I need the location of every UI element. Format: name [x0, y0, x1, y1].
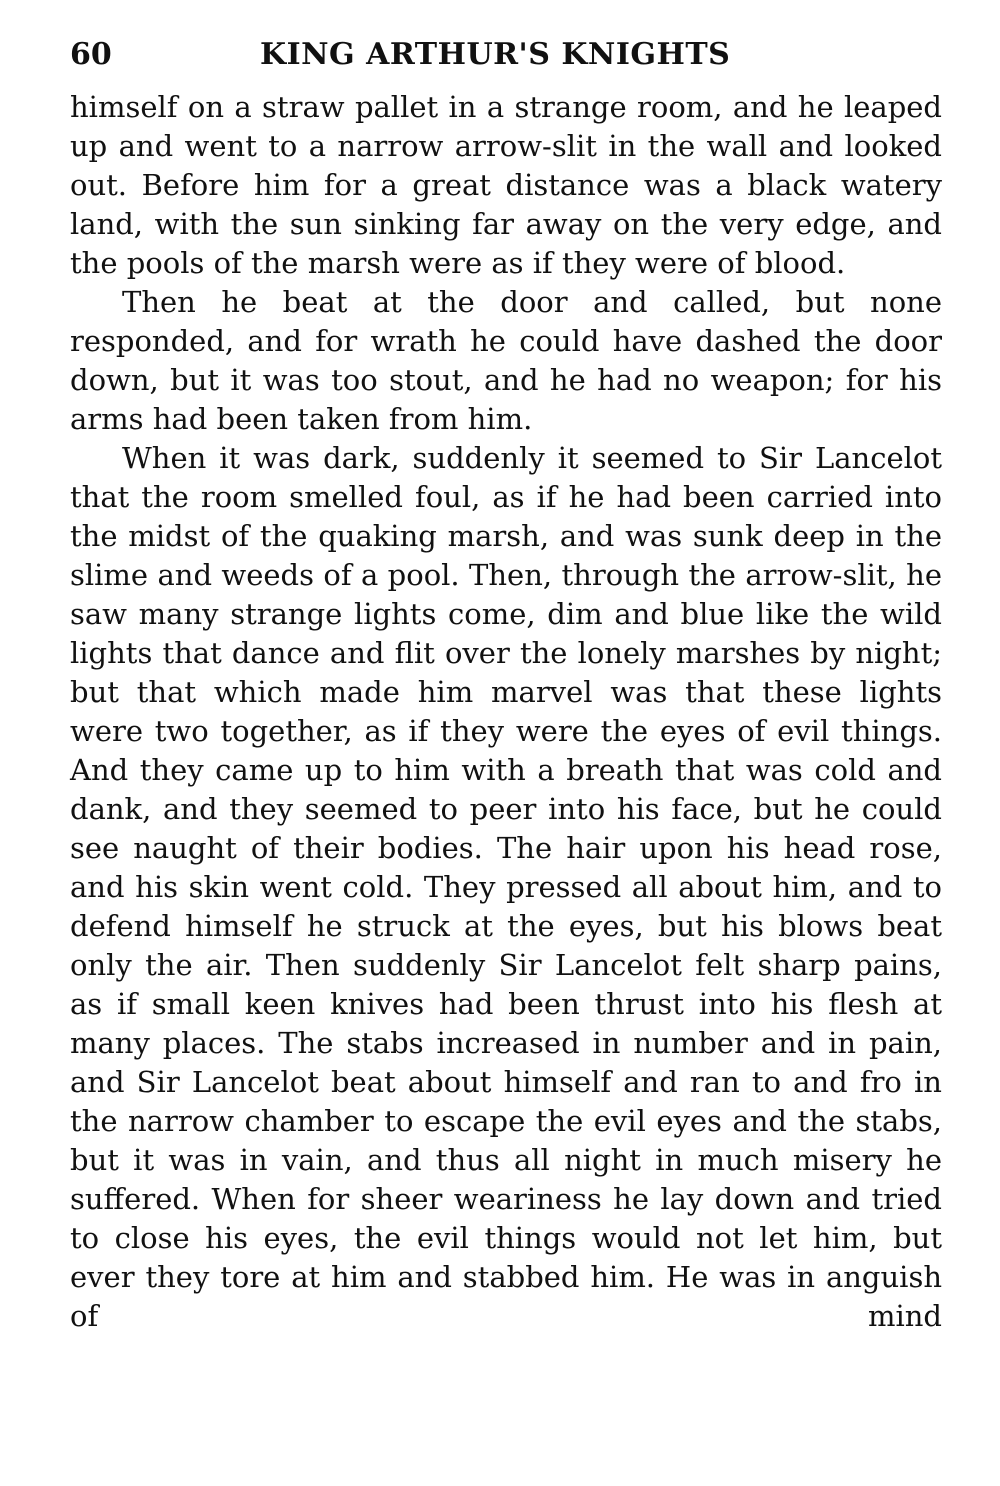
paragraph-door: Then he beat at the door and called, but none responded, and for wrath he could have dashed the door down, but it was too stout, and he had no weapon; for his arms had been taken from him. [70, 285, 942, 436]
running-title: KING ARTHUR'S KNIGHTS [260, 37, 731, 72]
page-number: 60 [70, 37, 112, 72]
paragraph-evil-lights: When it was dark, suddenly it seemed to Sir Lancelot that the room smelled foul, as if he had been carried into the midst of the quaking marsh, and was sunk deep in the slime and weeds of a pool. Then, through the arrow-slit, he saw many strange lights come, dim and blue like the wild lights that dance and flit over the lonely marshes by night; but that which made him marvel was that these lights were two together, as if they were the eyes of evil things. And they came up to him with a breath that was cold and dank, and they seemed to peer into his face, but he could see naught of their bodies. The hair upon his head rose, and his skin went cold. They pressed all about him, and to defend himself he struck at the eyes, but his blows beat only the air. Then suddenly Sir Lancelot felt sharp pains, as if small keen knives had been thrust into his flesh at many places. The stabs increased in number and in pain, and Sir Lancelot beat about himself and ran to and fro in the narrow chamber to escape the evil eyes and the stabs, but it was in vain, and thus all night in much misery he suffered. When for sheer weariness he lay down and tried to close his eyes, the evil things would not let him, but ever they tore at him and stabbed him. He was in anguish of mind [70, 441, 942, 1333]
book-page [70, 30, 942, 1336]
page-header [70, 30, 942, 80]
page-body [70, 88, 942, 1336]
paragraph-continuation: himself on a straw pallet in a strange room, and he leaped up and went to a narrow arrow-slit in the wall and looked out. Before him for a great distance was a black watery land, with the sun sinking far away on the very edge, and the pools of the marsh were as if they were of blood. [70, 90, 942, 280]
